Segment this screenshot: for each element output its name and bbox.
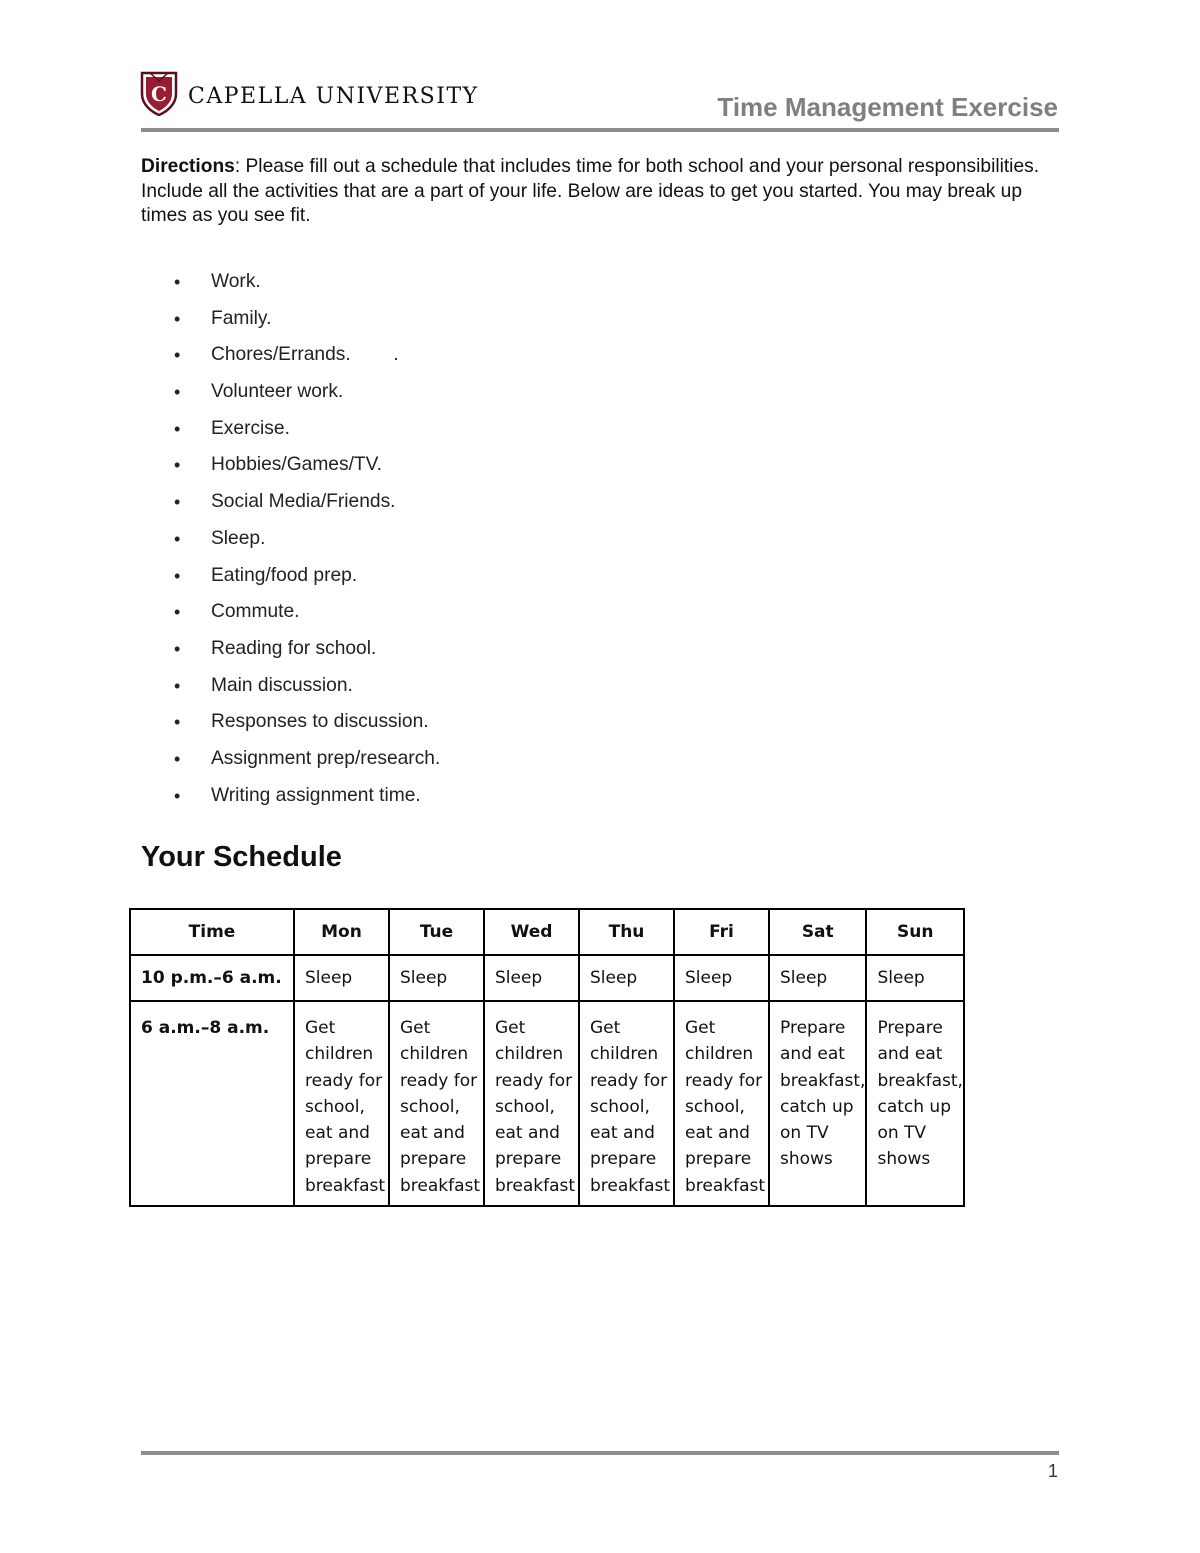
directions-paragraph — [141, 155, 1059, 229]
list-item: • Work. — [141, 268, 440, 305]
list-item: • Responses to discussion. — [141, 708, 440, 745]
schedule-cell[interactable]: Sleep — [866, 955, 963, 1001]
schedule-cell[interactable]: Sleep — [389, 955, 484, 1001]
bullet-icon: • — [174, 418, 181, 439]
header-fri: Fri — [674, 909, 769, 955]
list-item: • Eating/food prep. — [141, 562, 440, 599]
university-logo — [140, 70, 479, 116]
bullet-icon: • — [174, 492, 181, 513]
bullet-icon: • — [174, 272, 181, 292]
list-item: • Chores/Errands. . — [141, 341, 440, 378]
schedule-cell[interactable]: Get children ready for school, eat and prepare breakfast — [579, 1001, 674, 1206]
bullet-icon: • — [174, 308, 181, 329]
logo-text: CAPELLA UNIVERSITY — [188, 83, 479, 109]
schedule-cell[interactable]: Sleep — [769, 955, 866, 1001]
bullet-icon: • — [174, 602, 181, 623]
header-sun: Sun — [866, 909, 963, 955]
schedule-cell[interactable]: Get children ready for school, eat and prepare breakfast — [294, 1001, 389, 1206]
bullet-icon: • — [174, 785, 181, 806]
list-item: • Hobbies/Games/TV. — [141, 451, 440, 488]
directions-label: Directions — [141, 156, 235, 177]
bullet-icon: • — [174, 382, 181, 403]
schedule-cell[interactable]: Sleep — [294, 955, 389, 1001]
time-cell[interactable]: 10 p.m.–6 a.m. — [130, 955, 294, 1001]
schedule-cell[interactable]: Get children ready for school, eat and prepare breakfast — [389, 1001, 484, 1206]
bullet-icon: • — [174, 712, 181, 733]
list-item: • Main discussion. — [141, 672, 440, 709]
bullet-icon: • — [174, 675, 181, 696]
schedule-cell[interactable]: Prepare and eat breakfast, catch up on TV shows — [866, 1001, 963, 1206]
schedule-cell[interactable]: Sleep — [674, 955, 769, 1001]
header-sat: Sat — [769, 909, 866, 955]
list-item: • Reading for school. — [141, 635, 440, 672]
header-mon: Mon — [294, 909, 389, 955]
shield-letter: C — [151, 82, 167, 106]
table-row — [130, 1001, 964, 1206]
header-time: Time — [130, 909, 294, 955]
directions-text: : Please fill out a schedule that includes time for both school and your personal responsibilities. Include all the activities that are a part of your life. Below are ideas to get you started. You may break up times as you see fit. — [141, 156, 1040, 226]
list-item: • Social Media/Friends. — [141, 488, 440, 525]
header-rule — [141, 128, 1059, 132]
footer-rule — [141, 1451, 1059, 1455]
schedule-cell[interactable]: Sleep — [579, 955, 674, 1001]
shield-icon — [140, 70, 178, 116]
bullet-icon: • — [174, 748, 181, 769]
list-item: • Commute. — [141, 598, 440, 635]
list-item: • Family. — [141, 305, 440, 342]
document-title: Time Management Exercise — [717, 92, 1058, 122]
bullet-icon: • — [174, 345, 181, 366]
activity-ideas-list — [141, 268, 440, 818]
list-item: • Exercise. — [141, 415, 440, 452]
list-item: • Sleep. — [141, 525, 440, 562]
schedule-table — [129, 908, 965, 1207]
table-header-row — [130, 909, 964, 955]
header-thu: Thu — [579, 909, 674, 955]
schedule-heading: Your Schedule — [141, 841, 342, 873]
time-cell[interactable]: 6 a.m.–8 a.m. — [130, 1001, 294, 1206]
bullet-icon: • — [174, 455, 181, 476]
table-row — [130, 955, 964, 1001]
list-item: • Volunteer work. — [141, 378, 440, 415]
header-tue: Tue — [389, 909, 484, 955]
schedule-cell[interactable]: Sleep — [484, 955, 579, 1001]
list-item: • Assignment prep/research. — [141, 745, 440, 782]
header-wed: Wed — [484, 909, 579, 955]
schedule-cell[interactable]: Get children ready for school, eat and prepare breakfast — [674, 1001, 769, 1206]
schedule-cell[interactable]: Get children ready for school, eat and prepare breakfast — [484, 1001, 579, 1206]
schedule-cell[interactable]: Prepare and eat breakfast, catch up on TV shows — [769, 1001, 866, 1206]
bullet-icon: • — [174, 565, 181, 586]
list-item: • Writing assignment time. — [141, 782, 440, 819]
bullet-icon: • — [174, 638, 181, 659]
bullet-icon: • — [174, 528, 181, 549]
page-number: 1 — [1047, 1461, 1058, 1481]
